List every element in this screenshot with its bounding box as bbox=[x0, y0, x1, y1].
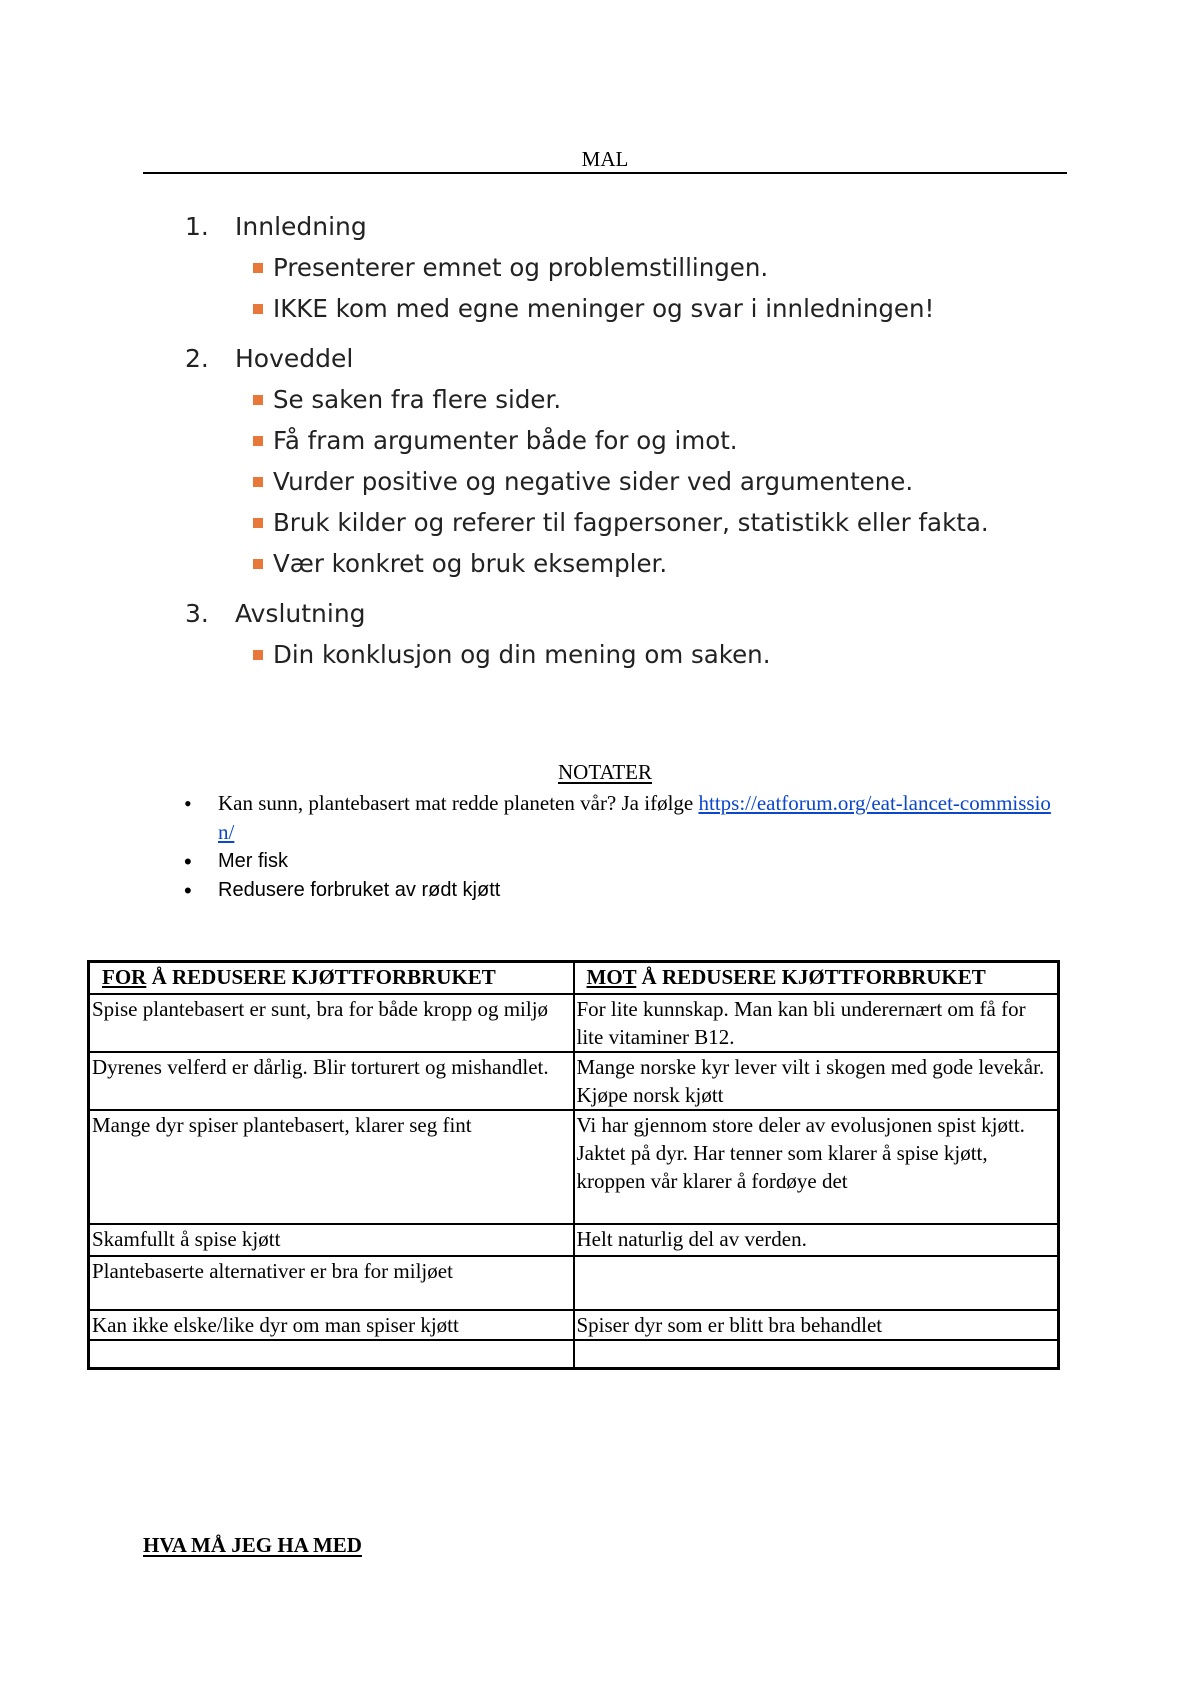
list-item: • Redusere forbruket av rødt kjøtt bbox=[184, 878, 501, 903]
table-cell: For lite kunnskap. Man kan bli underernært om få for lite vitaminer B12. bbox=[574, 994, 1059, 1052]
table-cell: Vi har gjennom store deler av evolusjonen spist kjøtt. Jaktet på dyr. Har tenner som klarer å spise kjøtt, kroppen vår klarer å fordøye det bbox=[574, 1110, 1059, 1224]
square-bullet-icon bbox=[253, 559, 263, 569]
section-number: 1. bbox=[185, 212, 209, 241]
eat-lancet-link[interactable]: https://eatforum.org/eat-lancet-commission/ bbox=[218, 791, 1051, 844]
list-item: Vurder positive og negative sider ved argumentene. bbox=[253, 461, 1085, 502]
list-item: IKKE kom med egne meninger og svar i innledningen! bbox=[253, 288, 1085, 329]
table-cell: Spise plantebasert er sunt, bra for både kropp og miljø bbox=[89, 994, 574, 1052]
mal-heading: MAL bbox=[581, 147, 629, 171]
table-row bbox=[89, 1256, 1059, 1310]
square-bullet-icon bbox=[253, 436, 263, 446]
header-mot: MOT Å REDUSERE KJØTTFORBRUKET bbox=[574, 962, 1059, 995]
table-row bbox=[89, 1224, 1059, 1256]
table-row bbox=[89, 1110, 1059, 1224]
hva-heading: HVA MÅ JEG HA MED bbox=[143, 1533, 362, 1557]
square-bullet-icon bbox=[253, 395, 263, 405]
bullet-icon: • bbox=[184, 849, 192, 874]
table-row bbox=[89, 1340, 1059, 1369]
outline-section-hoveddel bbox=[185, 339, 1085, 584]
essay-outline bbox=[185, 207, 1085, 685]
square-bullet-icon bbox=[253, 304, 263, 314]
table-row bbox=[89, 1052, 1059, 1110]
table-cell: Spiser dyr som er blitt bra behandlet bbox=[574, 1310, 1059, 1340]
list-item: Se saken fra flere sider. bbox=[253, 379, 1085, 420]
section-number: 3. bbox=[185, 599, 209, 628]
table-row bbox=[89, 1310, 1059, 1340]
table-cell bbox=[574, 1340, 1059, 1369]
square-bullet-icon bbox=[253, 518, 263, 528]
table-cell bbox=[89, 1340, 574, 1369]
table-cell: Mange norske kyr lever vilt i skogen med gode levekår. Kjøpe norsk kjøtt bbox=[574, 1052, 1059, 1110]
table-cell: Kan ikke elske/like dyr om man spiser kjøtt bbox=[89, 1310, 574, 1340]
list-item: Presenterer emnet og problemstillingen. bbox=[253, 247, 1085, 288]
list-item: • Kan sunn, plantebasert mat redde planeten vår? Ja ifølge https://eatforum.org/eat-lancet-commission/ bbox=[184, 791, 1051, 844]
list-item: Bruk kilder og referer til fagpersoner, statistikk eller fakta. bbox=[253, 502, 1085, 543]
section-title: Innledning bbox=[235, 212, 367, 241]
list-item: Få fram argumenter både for og imot. bbox=[253, 420, 1085, 461]
header-for: FOR Å REDUSERE KJØTTFORBRUKET bbox=[89, 962, 574, 995]
table-cell: Helt naturlig del av verden. bbox=[574, 1224, 1059, 1256]
table-cell: Dyrenes velferd er dårlig. Blir torturert og mishandlet. bbox=[89, 1052, 574, 1110]
list-item: Din konklusjon og din mening om saken. bbox=[253, 634, 1085, 675]
table-header-row bbox=[89, 962, 1059, 995]
table-cell bbox=[574, 1256, 1059, 1310]
square-bullet-icon bbox=[253, 477, 263, 487]
outline-section-innledning bbox=[185, 207, 1085, 329]
outline-section-avslutning bbox=[185, 594, 1085, 675]
bullet-icon: • bbox=[184, 791, 192, 816]
list-item: • Mer fisk bbox=[184, 849, 288, 874]
bullet-icon: • bbox=[184, 878, 192, 903]
notes-list bbox=[180, 789, 1060, 905]
table-cell: Skamfullt å spise kjøtt bbox=[89, 1224, 574, 1256]
table-row bbox=[89, 994, 1059, 1052]
square-bullet-icon bbox=[253, 263, 263, 273]
argument-table bbox=[87, 960, 1060, 1370]
table-cell: Plantebaserte alternativer er bra for miljøet bbox=[89, 1256, 574, 1310]
section-title: Avslutning bbox=[235, 599, 366, 628]
notes-heading: NOTATER bbox=[558, 760, 652, 784]
heading-divider bbox=[143, 172, 1067, 174]
section-title: Hoveddel bbox=[235, 344, 354, 373]
square-bullet-icon bbox=[253, 650, 263, 660]
section-number: 2. bbox=[185, 344, 209, 373]
table-cell: Mange dyr spiser plantebasert, klarer seg fint bbox=[89, 1110, 574, 1224]
list-item: Vær konkret og bruk eksempler. bbox=[253, 543, 1085, 584]
